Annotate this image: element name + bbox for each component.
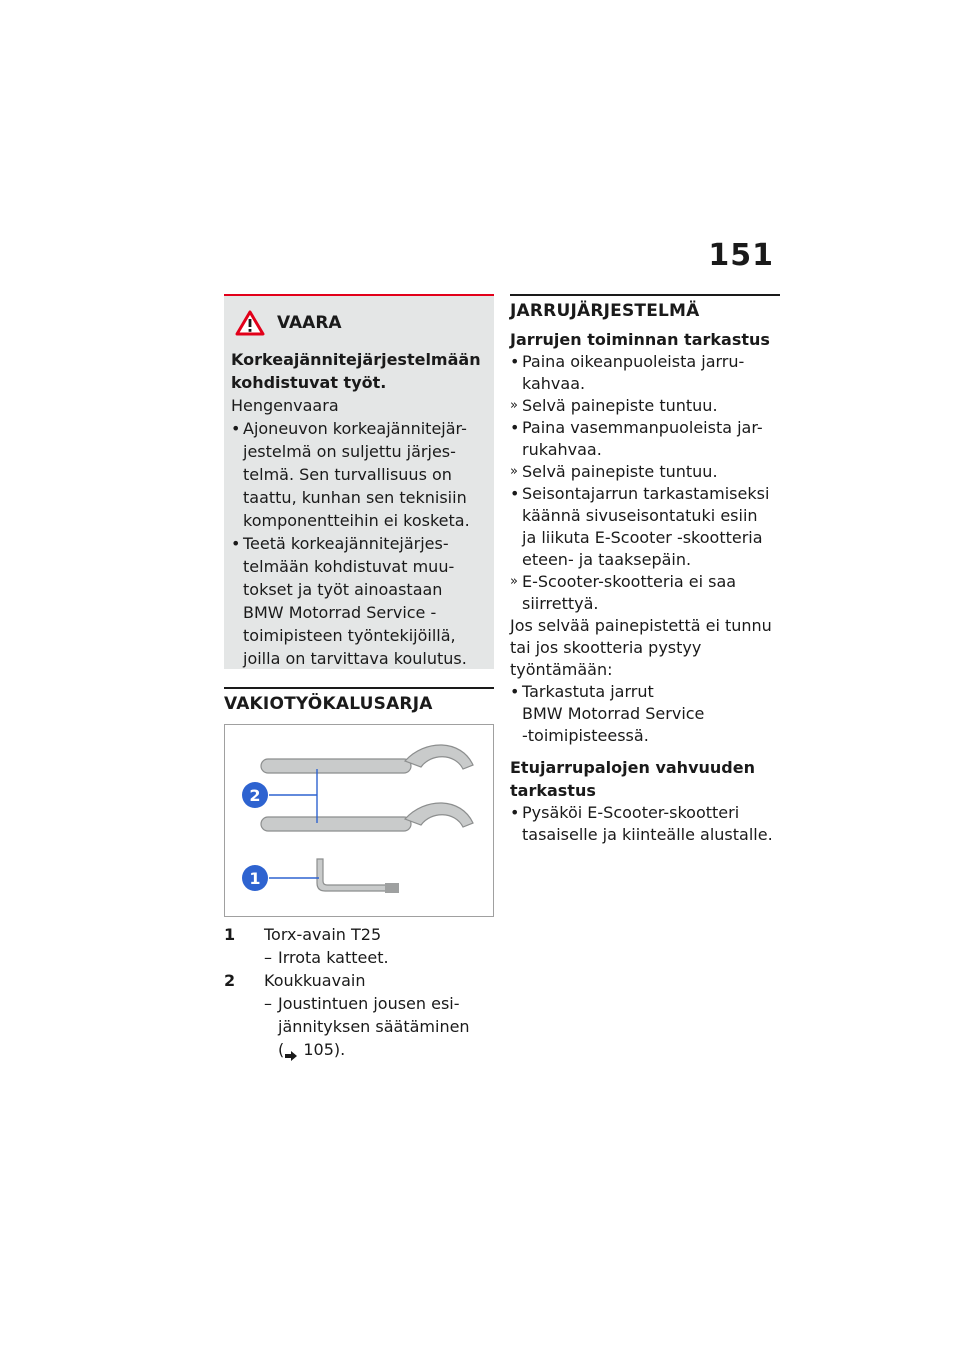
brake-step-result: » Selvä painepiste tuntuu. (510, 395, 780, 417)
brake-step-result: » Selvä painepiste tuntuu. (510, 461, 780, 483)
pad-thickness-subheading-line1: Etujarrupalojen vahvuuden (510, 758, 755, 777)
hook-wrench-upper (261, 745, 473, 773)
hook-wrench-lower (261, 803, 473, 831)
legend-item-2-ref[interactable]: ( 105). (278, 1040, 346, 1059)
brake-function-subheading: Jarrujen toiminnan tarkastus (510, 330, 770, 349)
brake-step-line: siirrettyä. (522, 594, 599, 613)
legend-item-2: 2 Koukkuavain – Joustintuen jousen esi- jännityksen säätäminen ( 105). (224, 969, 494, 1061)
toolkit-heading: VAKIOTYÖKALUSARJA (224, 687, 494, 714)
warning-bullet-2: • Teetä korkeajännitejärjes- telmään kohdistuvat muu- tokset ja työt ainoastaan BMW Motorrad Service - toimipisteen työntekijöillä, joilla on tarvittava koulutus. (231, 532, 488, 670)
warning-title-line2: kohdistuvat työt. (231, 373, 387, 392)
toolkit-legend (224, 923, 494, 1061)
torx-key (317, 859, 399, 893)
brake-step-line: käännä sivuseisontatuki esiin (522, 506, 758, 525)
brake-service-bullet: • Tarkastuta jarrut (510, 681, 780, 703)
callout-label-2: 2 (249, 786, 261, 805)
brake-fault-paragraph: Jos selvää painepistettä ei tunnu tai jos skootteria pystyy työntämään: (510, 616, 772, 679)
brake-step-result: » E-Scooter-skootteria ei saa (510, 571, 780, 593)
right-column (510, 294, 780, 846)
warning-title-line1: Korkeajännitejärjestelmään (231, 350, 481, 369)
toolkit-figure (224, 724, 494, 917)
brake-service-bullet-line2: BMW Motorrad Service (522, 704, 705, 723)
warning-bullet-1: • Ajoneuvon korkeajännitejär- jestelmä on suljettu järjes- telmä. Sen turvallisuus on taattu, kunhan sen teknisiin komponentteihin ei kosketa. (231, 417, 488, 532)
pad-thickness-subheading-line2: tarkastus (510, 781, 596, 800)
brake-check-steps (510, 351, 780, 615)
legend-item-2-name: Koukkuavain (264, 971, 366, 990)
page-number: 151 (708, 238, 774, 273)
brake-service-bullet-line3: -toimipisteessä. (522, 726, 649, 745)
brake-step-line: ja liikuta E-Scooter -skootteria (522, 528, 763, 547)
legend-item-1-name: Torx-avain T25 (264, 925, 382, 944)
brakes-heading: JARRUJÄRJESTELMÄ (510, 294, 780, 321)
warning-triangle-icon (235, 310, 265, 336)
pad-check-bullet: • Pysäköi E-Scooter-skootteri (510, 802, 780, 824)
brake-step-bullet: • Paina vasemmanpuoleista jar- (510, 417, 780, 439)
brake-step-line: kahvaa. (522, 374, 586, 393)
callout-label-1: 1 (249, 869, 261, 888)
legend-item-2-sub: – Joustintuen jousen esi- jännityksen säätäminen (264, 992, 494, 1038)
brake-step-bullet: • Seisontajarrun tarkastamiseksi (510, 483, 780, 505)
warning-hazard: Hengenvaara (231, 396, 339, 415)
brake-step-line: rukahvaa. (522, 440, 602, 459)
pad-check-bullet-line2: tasaiselle ja kiinteälle alustalle. (522, 825, 773, 844)
left-column (224, 294, 494, 1061)
brake-step-line: eteen- ja taaksepäin. (522, 550, 692, 569)
legend-item-1-sub: – Irrota katteet. (264, 946, 389, 969)
warning-box (224, 294, 494, 669)
brake-step-bullet: • Paina oikeanpuoleista jarru- (510, 351, 780, 373)
warning-header (235, 310, 488, 336)
toolkit-illustration (225, 725, 493, 916)
warning-label: VAARA (277, 313, 342, 333)
page-reference-arrow-icon (284, 1045, 298, 1057)
legend-item-1: 1 Torx-avain T25 – Irrota katteet. (224, 923, 494, 969)
